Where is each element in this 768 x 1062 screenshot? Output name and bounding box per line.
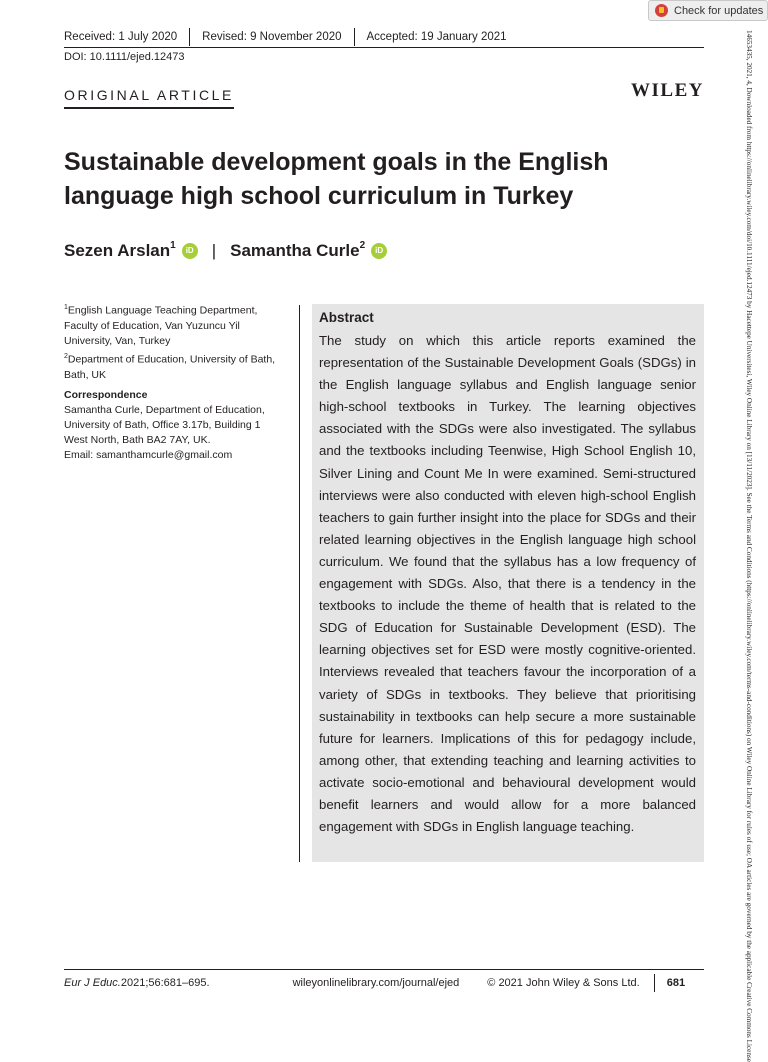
affiliation-marker: 1 bbox=[64, 304, 68, 311]
author-name[interactable]: Sezen Arslan bbox=[64, 241, 171, 260]
correspondence-address: Samantha Curle, Department of Education, University of Bath, Office 3.17b, Building 1 West North, Bath BA2 7AY, UK. bbox=[64, 404, 265, 446]
affiliation-marker: 2 bbox=[64, 353, 68, 360]
affiliation-text: Department of Education, University of Bath, Bath, UK bbox=[64, 353, 276, 381]
abstract-title: Abstract bbox=[319, 310, 374, 325]
crossmark-icon bbox=[655, 4, 668, 17]
doi[interactable]: DOI: 10.1111/ejed.12473 bbox=[64, 51, 185, 63]
download-notice-strip bbox=[744, 30, 754, 1062]
page-footer bbox=[64, 974, 704, 992]
check-for-updates-label: Check for updates bbox=[674, 4, 764, 17]
affiliation bbox=[64, 349, 286, 383]
revised-date: Revised: 9 November 2020 bbox=[202, 31, 342, 43]
article-type: ORIGINAL ARTICLE bbox=[64, 87, 234, 109]
journal-citation: 2021;56:681–695. bbox=[120, 977, 210, 989]
journal-abbrev: Eur J Educ. bbox=[64, 977, 121, 989]
page-number: 681 bbox=[666, 977, 686, 989]
accepted-date: Accepted: 19 January 2021 bbox=[366, 31, 507, 43]
author-list bbox=[64, 241, 387, 261]
journal-url[interactable]: wileyonlinelibrary.com/journal/ejed bbox=[292, 977, 460, 989]
orcid-icon[interactable]: iD bbox=[371, 243, 387, 259]
publication-dates bbox=[64, 28, 507, 46]
footer-rule bbox=[64, 969, 704, 970]
date-divider bbox=[354, 28, 355, 46]
correspondence bbox=[64, 388, 286, 463]
author-name[interactable]: Samantha Curle bbox=[230, 241, 360, 260]
date-divider bbox=[189, 28, 190, 46]
orcid-icon[interactable]: iD bbox=[182, 243, 198, 259]
affiliation bbox=[64, 300, 286, 349]
copyright: © 2021 John Wiley & Sons Ltd. bbox=[487, 977, 640, 989]
correspondence-title: Correspondence bbox=[64, 389, 148, 401]
abstract-body: The study on which this article reports examined the representation of the Sustainable Development Goals (SDGs) in the English language syllabus and English language senior high-school textbooks in Turkey. The learning objectives associated with the SDGs were also investigated. The syllabus and the textbooks including Teenwise, High School English 10, Silver Lining and Count Me In were examined. Semi-structured interviews were also conducted with eleven high-school English teachers to gain further insight into the place for SDGs and their related learning objectives in the English language high school curriculum. We found that the syllabus has a low frequency of engagement with SDGs. Also, that there is a tendency in the textbooks to include the theme of health that is related to the SDG of Education for Sustainable Development (ESD). The learning objectives set for ESD were mostly cognitive-oriented. Interviews revealed that teachers favour the incorporation of a variety of SDGs in textbooks. They believe that prioritising sustainability in textbooks can help secure a more sustainable future for learners. Implications of this for pedagogy include, among other, that extending teaching and learning activities to activate socio-emotional and behavioural development would benefit learners and would allow for a more balanced engagement with SDGs in English language teaching. bbox=[319, 333, 696, 835]
column-divider bbox=[299, 305, 300, 862]
page-divider bbox=[654, 974, 655, 992]
abstract-box bbox=[312, 304, 704, 862]
received-date: Received: 1 July 2020 bbox=[64, 31, 178, 43]
author-separator: | bbox=[211, 241, 217, 260]
author-affiliation-marker: 1 bbox=[170, 239, 176, 251]
author-affiliation-marker: 2 bbox=[359, 239, 366, 251]
download-notice: 14653435, 2021, 4, Downloaded from https://onlinelibrary.wiley.com/doi/10.1111/ejed.12473 by Hacettepe Universitesi, Wiley Online Library on [13/11/2023]. See the Terms and Conditions (https://onlinelibrary.wiley.com/terms-and-conditions) on Wiley Online Library for rules of use; OA articles are governed by the applicable Creative Commons License bbox=[745, 30, 753, 1062]
article-title: Sustainable development goals in the English language high school curriculum in Turkey bbox=[64, 148, 609, 210]
affiliation-text: English Language Teaching Department, Faculty of Education, Van Yuzuncu Yil University, Van, Turkey bbox=[64, 304, 258, 347]
header-rule bbox=[64, 47, 704, 48]
publisher-logo: WILEY bbox=[631, 80, 704, 101]
check-for-updates-button[interactable] bbox=[648, 0, 768, 21]
correspondence-email[interactable]: Email: samanthamcurle@gmail.com bbox=[64, 449, 233, 461]
